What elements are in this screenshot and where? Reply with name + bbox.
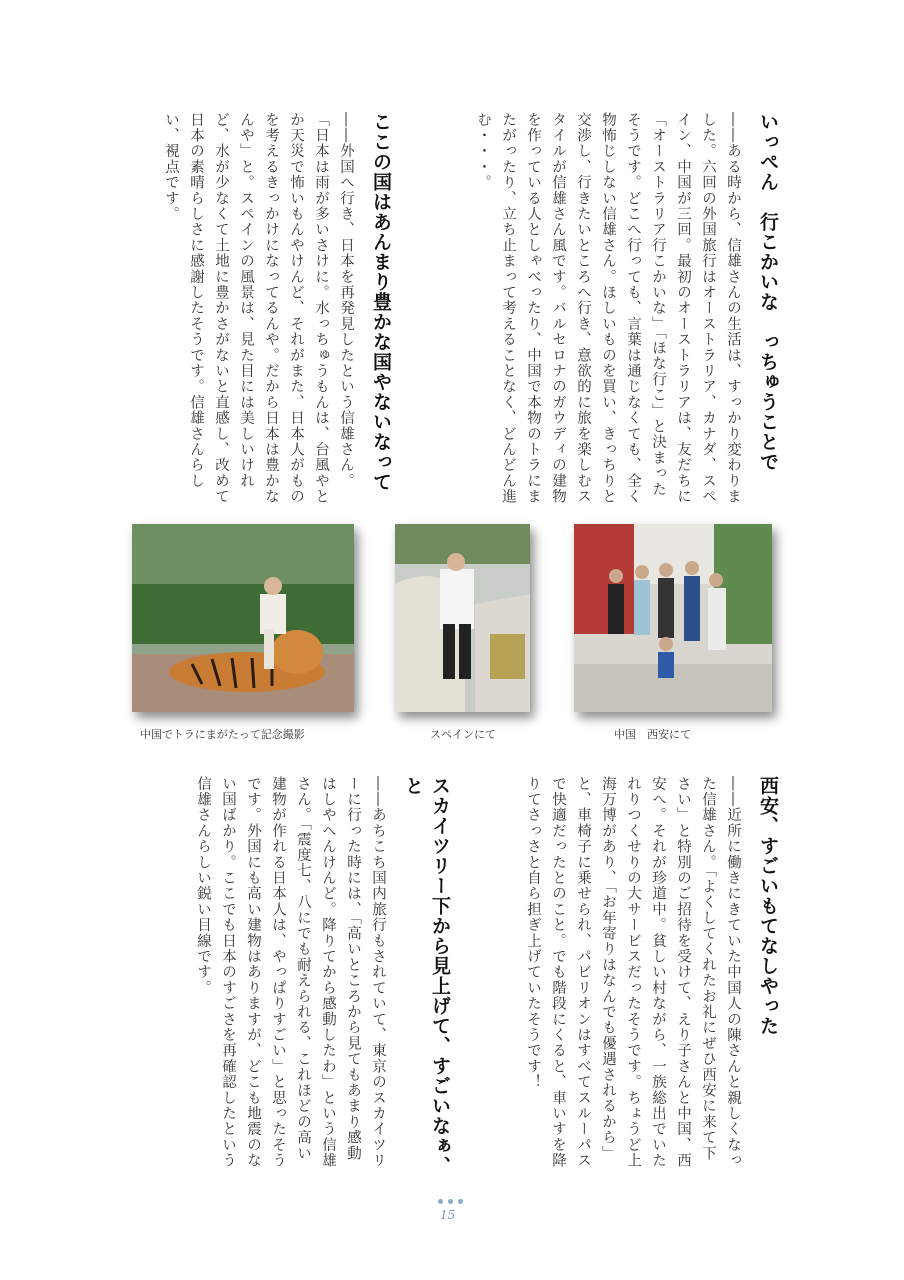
photo-tiger bbox=[132, 524, 354, 712]
photo-xian bbox=[574, 524, 772, 712]
caption-spain: スペインにて bbox=[430, 728, 496, 741]
section-body-skytree: ――あちこち国内旅行もされていて、東京のスカイツリーに行った時には、「高いところから見てもあまり感動はしやへんけんど。降りてから感動したわ」という信雄さん。「震度七、八にでも耐えられる、これほどの高い建物が作れる日本人は、やっぱりすごい」と思ったそうです。外国にも高い建物はありますが、どこも地震のない国ばかり。ここでも日本のすごさを再確認したという信雄さんらしい鋭い目線です。 bbox=[195, 776, 386, 1169]
section-body-xian: ――近所に働きにきていた中国人の陳さんと親しくなった信雄さん。「よくしてくれたお礼にぜひ西安に来て下さい」と特別のご招待を受けて、えり子さんと中国、西安へ。それが珍道中。貧しい村ながら、一族総出でいたれりつくせりの大サービスだったそうです。ちょうど上海万博があり、「お年寄りはなんでも優遇されるから」と、車椅子に乗せられ、パビリオンはすべてスルーパスで快適だったとのこと。でも階段にくると、車いすを降りてさっさと自ら担ぎ上げていたそうです！ bbox=[525, 776, 741, 1169]
section-heading-xian: 西安、すごいもてなしやった bbox=[757, 776, 779, 1036]
section-heading-yutakana-kuni: ここの国はあんまり豊かな国やないなって bbox=[370, 112, 392, 492]
photo-spain bbox=[395, 524, 530, 712]
section-body-ippen: ――ある時から、信雄さんの生活は、すっかり変わりました。六回の外国旅行はオーストラリア、カナダ、スペイン、中国が三回。最初のオーストラリアは、友だちに「オーストラリア行こかいな」「ほな行こ」と決まったそうです。どこへ行っても、言葉は通じなくても、全く物怖じしない信雄さん。ほしいものを買い、きっちりと交渉し、行きたいところへ行き、意欲的に旅を楽しむスタイルが信雄さん風です。バルセロナのガウディの建物を作っている人としゃべったり、中国で本物のトラにまたがったり、立ち止まって考えることなく、どんどん進む・・・。 bbox=[475, 112, 741, 505]
caption-xian: 中国 西安にて bbox=[614, 728, 691, 741]
caption-tiger: 中国でトラにまがたって記念撮影 bbox=[140, 728, 305, 741]
section-heading-ippen: いっぺん 行こかいな っちゅうことで bbox=[757, 112, 779, 472]
page-dots-ornament bbox=[438, 1199, 463, 1204]
section-body-yutakana-kuni: ――外国へ行き、日本を再発見したという信雄さん。「日本は雨が多いさけに。水っちゅうもんは、台風やとか天災で怖いもんやけんど、それがまた、日本人がものを考えるきっかけになってるんや。だから日本は豊かなんや」と。スペインの風景は、見た目には美しいけれど、水が少なくて土地に豊かさがないと直感し、改めて日本の素晴らしさに感謝したそうです。信雄さんらしい、視点です。 bbox=[163, 112, 354, 505]
page-number: 15 bbox=[440, 1208, 456, 1222]
section-heading-skytree: スカイツリー下から見上げて、すごいなぁ、と bbox=[402, 776, 451, 1176]
